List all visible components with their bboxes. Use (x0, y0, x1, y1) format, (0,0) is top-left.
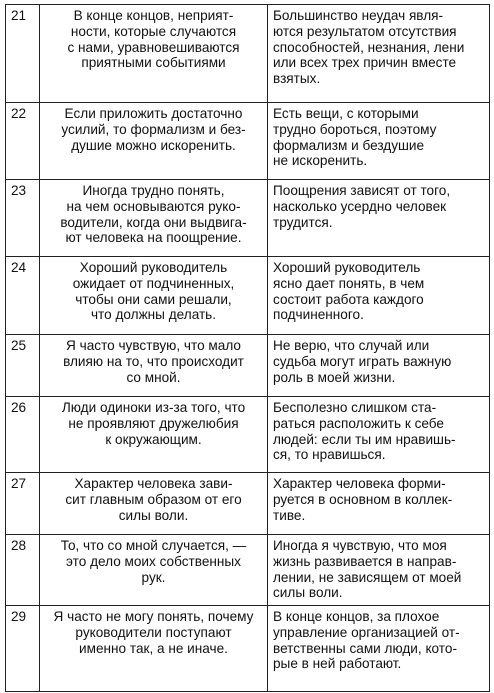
item-number: 22 (6, 103, 40, 180)
statement-b-text: Хороший руководитель ясно дает понять, в чем состоит работа каждого подчиненного. (273, 260, 425, 323)
statement-a (40, 257, 268, 335)
statement-b-text: Поощрения зависят от того, насколько усердно человек трудится. (273, 183, 451, 230)
questionnaire-table (5, 4, 490, 692)
statement-a-text: Иногда трудно понять, на чем основываются руко- водители, когда они выдвига- ют человека на поощрение. (60, 183, 247, 246)
statement-b (268, 257, 490, 335)
statement-a-text: Хороший руководитель ожидает от подчиненных, чтобы они сами решали, что должны делать. (72, 260, 235, 323)
table-row (6, 257, 490, 335)
statement-b (268, 473, 490, 535)
statement-b (268, 606, 490, 692)
statement-b-text: Большинство неудач явля- ются результатом отсутствия способностей, незнания, лени или всех трех причин вместе взятых. (273, 8, 465, 87)
statement-b (268, 397, 490, 473)
statement-b-text: Иногда я чувствую, что моя жизнь развивается в направ- лении, не зависящем от моей силы воли. (273, 538, 462, 601)
statement-a (40, 180, 268, 257)
statement-b (268, 5, 490, 103)
statement-b (268, 335, 490, 397)
item-number: 25 (6, 335, 40, 397)
item-number: 24 (6, 257, 40, 335)
statement-a-text: В конце концов, неприят- ности, которые случаются с нами, уравновешиваются приятными событиями (67, 8, 240, 71)
statement-b-text: В конце концов, за плохое управление организацией от- ветственны сами люди, кото- рые в ней работают. (273, 609, 460, 672)
statement-a (40, 335, 268, 397)
statement-a-text: Если приложить достаточно усилий, то формализм и без- душие можно искоренить. (61, 106, 246, 153)
statement-a (40, 535, 268, 606)
statement-b-text: Не верю, что случай или судьба могут играть важную роль в моей жизни. (273, 338, 452, 385)
statement-a-text: Я часто чувствую, что мало влияю на то, что происходит со мной. (63, 338, 244, 385)
table-row (6, 5, 490, 103)
item-number: 26 (6, 397, 40, 473)
table-row (6, 103, 490, 180)
statement-b-text: Бесполезно слишком ста- раться расположить к себе людей: если ты им нравишь- ся, то нравишься. (273, 400, 456, 463)
item-number: 21 (6, 5, 40, 103)
table-row (6, 180, 490, 257)
table-row (6, 535, 490, 606)
statement-a-text: То, что со мной случается, — это дело моих собственных рук. (60, 538, 247, 585)
statement-b-text: Характер человека форми- руется в основном в коллек- тиве. (273, 476, 453, 523)
statement-b (268, 103, 490, 180)
table-row (6, 335, 490, 397)
statement-b-text: Есть вещи, с которыми трудно бороться, поэтому формализм и бездушие не искоренить. (273, 106, 437, 169)
statement-a (40, 103, 268, 180)
statement-a (40, 5, 268, 103)
item-number: 28 (6, 535, 40, 606)
item-number: 27 (6, 473, 40, 535)
statement-a (40, 606, 268, 692)
table-row (6, 473, 490, 535)
item-number: 23 (6, 180, 40, 257)
statement-a-text: Люди одиноки из-за того, что не проявляют дружелюбия к окружающим. (61, 400, 246, 447)
table-row (6, 606, 490, 692)
statement-a (40, 473, 268, 535)
table-row (6, 397, 490, 473)
statement-a (40, 397, 268, 473)
statement-b (268, 535, 490, 606)
item-number: 29 (6, 606, 40, 692)
statement-a-text: Характер человека зави- сит главным образом от его силы воли. (65, 476, 242, 523)
statement-a-text: Я часто не могу понять, почему руководители поступают именно так, а не иначе. (53, 609, 254, 656)
statement-b (268, 180, 490, 257)
